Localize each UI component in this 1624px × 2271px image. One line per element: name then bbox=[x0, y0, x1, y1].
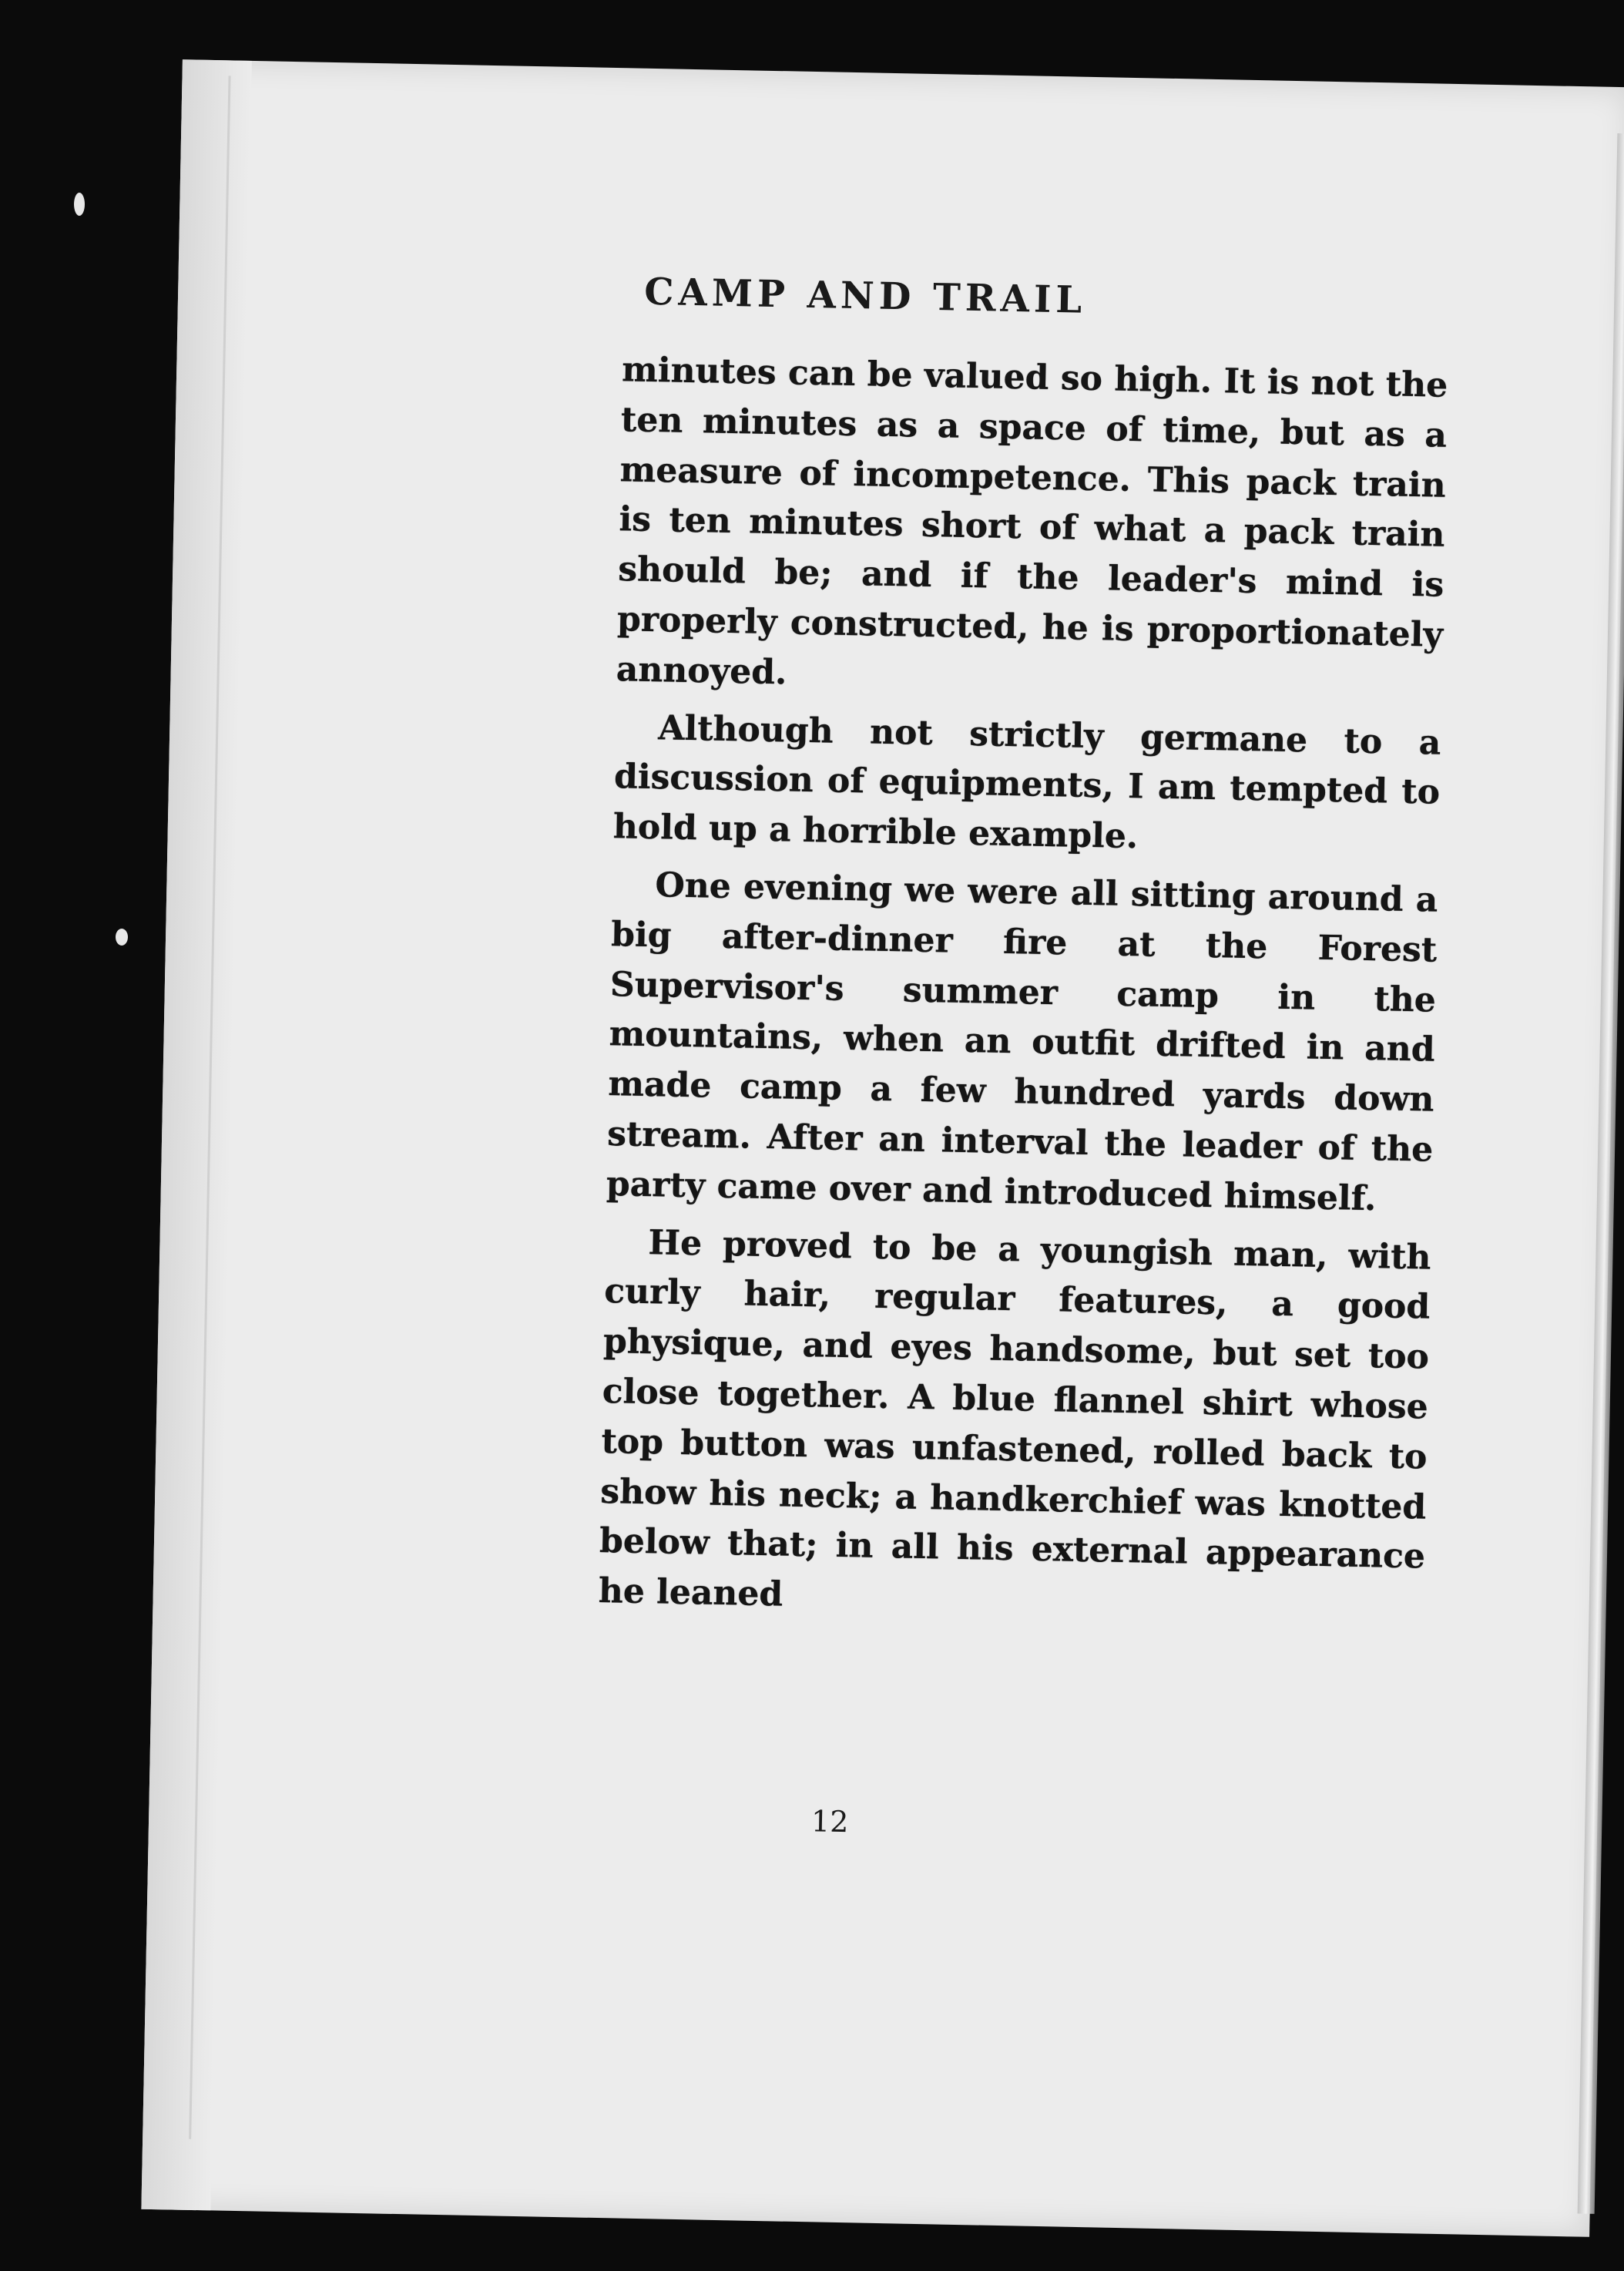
paragraph: Although not strictly germane to a discussion of equipments, I am tempted to hold up a horrible example. bbox=[612, 707, 1441, 857]
paragraph: One evening we were all sitting around a big after-dinner fire at the Forest Supervisor's summer camp in the mountains, when an outfit drifted in and made camp a few hundred yards down stream. After an interval the leader of the party came over and introduced himself. bbox=[606, 865, 1438, 1218]
paragraph: He proved to be a youngish man, with curly hair, regular features, a good physique, and eyes handsome, but set too close together. A blue flannel shirt whose top button was unfastened, rolled back to show his neck; a handkerchief was knotted below that; in all his external appearance he leaned bbox=[598, 1222, 1431, 1614]
body-text bbox=[598, 345, 1448, 1640]
page-gutter-shadow bbox=[141, 59, 252, 2210]
book-page bbox=[141, 59, 1624, 2237]
scan-speck bbox=[74, 193, 85, 216]
paragraph: minutes can be valued so high. It is not the ten minutes as a space of time, but as a measure of incompetence. This pack train is ten minutes short of what a pack train should be; and if the leader's mind is properly constructed, he is proportionately annoyed. bbox=[616, 350, 1448, 693]
page-number: 12 bbox=[810, 1804, 849, 1839]
running-head: CAMP AND TRAIL bbox=[643, 270, 1087, 322]
page-fore-edge bbox=[1578, 133, 1624, 2214]
scan-speck bbox=[116, 929, 128, 946]
